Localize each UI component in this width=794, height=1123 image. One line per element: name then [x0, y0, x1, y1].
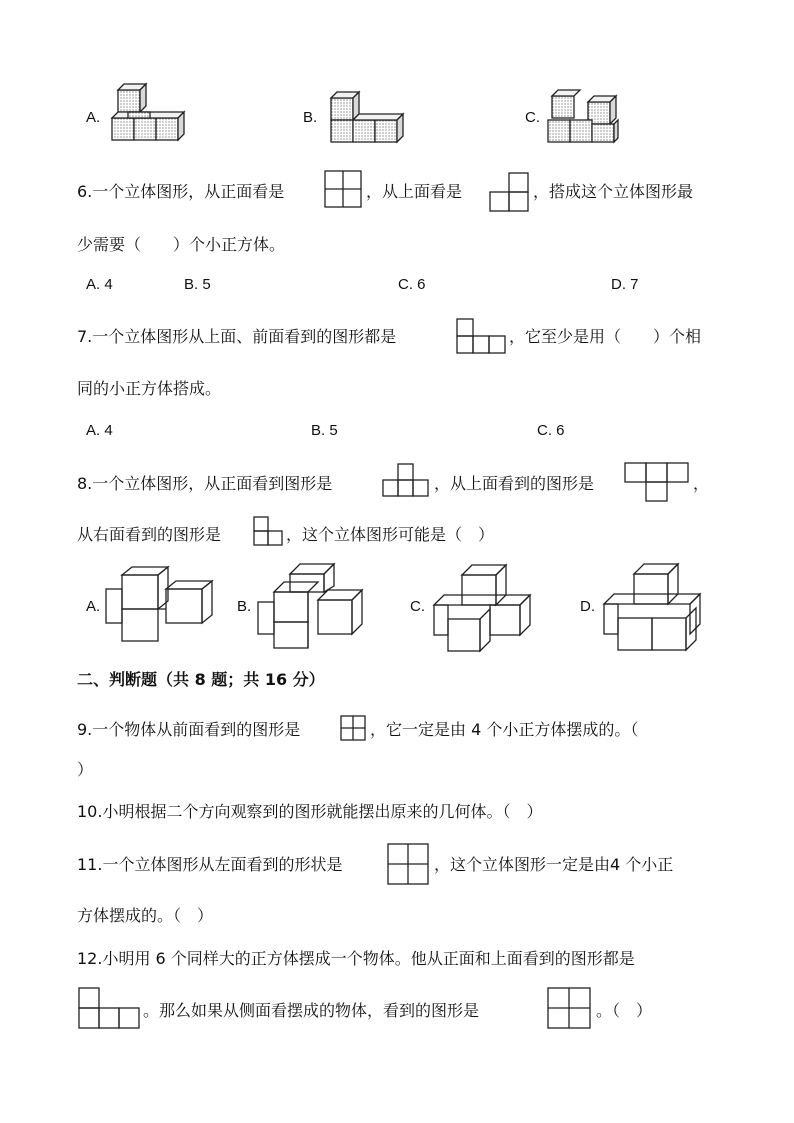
q7-text-part3: 同的小正方体搭成。: [77, 379, 222, 398]
q6-text-part3: ，搭成这个立体图形最: [533, 182, 694, 201]
q7-text-part2: ，它至少是用（ ）个相: [509, 327, 702, 346]
q5-option-c-figure: [546, 88, 622, 146]
q11-text-part1: 11.一个立体图形从左面看到的形状是: [77, 855, 343, 874]
q5-option-b-label: B.: [303, 109, 318, 126]
q6-top-view-figure: [489, 172, 531, 212]
q11-left-view-figure: [386, 842, 432, 888]
q6-front-view-figure: [324, 170, 364, 210]
q6-text-part2: ，从上面看是: [366, 182, 463, 201]
q8-option-d-label: D.: [580, 598, 595, 615]
q8-front-view-figure: [382, 463, 432, 499]
q8-text-part4: 从右面看到的图形是: [77, 525, 222, 544]
q12-side-view-figure: [546, 986, 594, 1032]
q8-text-part1: 8.一个立体图形，从正面看到图形是: [77, 474, 333, 493]
q5-option-a-figure: [108, 82, 190, 146]
q12-text-part3: 。（ ）: [596, 1001, 653, 1020]
q6-text-part4: 少需要（ ）个小正方体。: [77, 235, 286, 254]
q8-option-b-figure: [256, 560, 366, 650]
q6-option-a: A. 4: [86, 276, 113, 293]
q7-option-b: B. 5: [311, 422, 338, 439]
q10-text: 10.小明根据二个方向观察到的图形就能摆出原来的几何体。（ ）: [77, 802, 543, 821]
q12-text-part1: 12.小明用 6 个同样大的正方体摆成一个物体。他从正面和上面看到的图形都是: [77, 949, 635, 968]
q8-right-view-figure: [253, 516, 285, 550]
q7-option-a: A. 4: [86, 422, 113, 439]
q8-option-b-label: B.: [237, 598, 252, 615]
q11-text-part3: 方体摆成的。（ ）: [77, 906, 214, 925]
q12-front-top-view-figure: [77, 986, 141, 1032]
q9-text-part3: ）: [77, 760, 94, 779]
q7-option-c: C. 6: [537, 422, 565, 439]
q8-text-part3: ，: [693, 474, 710, 493]
q5-option-a-label: A.: [86, 109, 101, 126]
q7-text-part1: 7.一个立体图形从上面、前面看到的图形都是: [77, 327, 397, 346]
q9-front-view-figure: [339, 714, 369, 744]
q8-option-a-label: A.: [86, 598, 101, 615]
q8-option-d-figure: [600, 560, 706, 654]
q6-option-b: B. 5: [184, 276, 211, 293]
q9-text-part2: ，它一定是由 4 个小正方体摆成的。（: [370, 720, 639, 739]
q8-option-c-label: C.: [410, 598, 425, 615]
q8-text-part2: ，从上面看到的图形是: [434, 474, 595, 493]
q8-option-c-figure: [430, 563, 536, 653]
q8-top-view-figure: [624, 462, 692, 504]
q6-option-d: D. 7: [611, 276, 639, 293]
section-2-title: 二、判断题（共 8 题；共 16 分）: [77, 670, 325, 689]
q8-option-a-figure: [104, 565, 216, 643]
q12-text-part2: 。那么如果从侧面看摆成的物体，看到的图形是: [143, 1001, 480, 1020]
q9-text-part1: 9.一个物体从前面看到的图形是: [77, 720, 301, 739]
q8-text-part5: ，这个立体图形可能是（ ）: [286, 525, 495, 544]
q6-option-c: C. 6: [398, 276, 426, 293]
q11-text-part2: ，这个立体图形一定是由4 个小正: [434, 855, 674, 874]
q5-option-b-figure: [325, 90, 407, 146]
q7-view-figure: [456, 318, 508, 356]
q5-option-c-label: C.: [525, 109, 540, 126]
q6-text-part1: 6.一个立体图形，从正面看是: [77, 182, 285, 201]
